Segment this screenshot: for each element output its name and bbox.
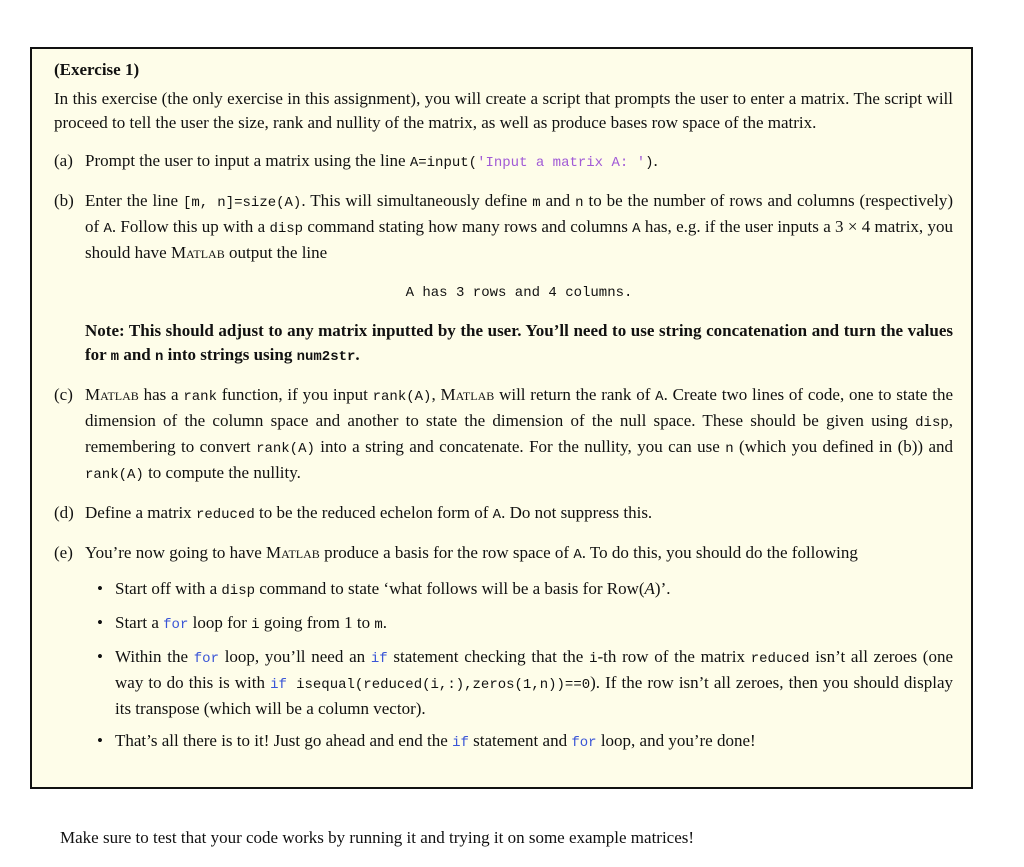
output-example-line: A has 3 rows and 4 columns. bbox=[405, 285, 633, 301]
footer-note: Make sure to test that your code works by running it and trying it on some example matrices! bbox=[60, 828, 695, 847]
item-e bbox=[54, 541, 953, 755]
item-a-text: Prompt the user to input a matrix using the line A=input('Input a matrix A: '). bbox=[85, 151, 658, 171]
bullet-list bbox=[85, 577, 953, 755]
item-d-text: Define a matrix reduced to be the reduced echelon form of A. Do not suppress this. bbox=[85, 503, 653, 523]
item-b-text: Enter the line [m, n]=size(A). This will simultaneously define m and n to be the number of rows and columns (respectively) of A. Follow this up with a disp command stating how many rows and columns A has, e.g. if the user inputs a 3 × 4 matrix, you should have Matlab output the line bbox=[85, 191, 953, 262]
item-b-label: (b) bbox=[54, 191, 74, 210]
list-item: • Start a for loop for i going from 1 to m. bbox=[97, 613, 387, 633]
exercise-intro: In this exercise (the only exercise in this assignment), you will create a script that prompts the user to enter a matrix. The script will proceed to tell the user the size, rank and nullity of the matrix, as well as produce bases row space of the matrix. bbox=[54, 89, 953, 132]
item-c-text: Matlab has a rank function, if you input rank(A), Matlab will return the rank of A. Create two lines of code, one to state the dimension of the column space and another to state the dimension of the null space. These should be given using disp, remembering to convert rank(A) into a string and concatenate. For the nullity, you can use n (which you defined in (b)) and rank(A) to compute the nullity. bbox=[85, 385, 954, 483]
item-e-text: You’re now going to have Matlab produce a basis for the row space of A. To do this, you should do the following bbox=[85, 543, 858, 563]
item-e-label: (e) bbox=[54, 543, 73, 562]
item-d bbox=[54, 501, 953, 527]
item-a bbox=[54, 149, 953, 175]
item-b bbox=[54, 189, 953, 369]
list-item: • That’s all there is to it! Just go ahead and end the if statement and for loop, and you’re done! bbox=[97, 731, 756, 751]
note: Note: This should adjust to any matrix inputted by the user. You’ll need to use string concatenation and turn the values for m and n into strings using num2str. bbox=[85, 321, 953, 365]
list-item: • Start off with a disp command to state ‘what follows will be a basis for Row(A)’. bbox=[97, 579, 671, 599]
exercise-heading: (Exercise 1) bbox=[54, 60, 140, 79]
exercise-box bbox=[30, 47, 973, 789]
item-a-label: (a) bbox=[54, 151, 73, 170]
list-item: • Within the for loop, you’ll need an if statement checking that the i-th row of the matrix reduced isn’t all zeroes (one way to do this is with if isequal(reduced(i,:),zeros(1,n))==0). If the row isn’t all zeroes, then you should display its transpose (which will be a column vector). bbox=[97, 647, 954, 718]
item-d-label: (d) bbox=[54, 503, 74, 522]
item-c bbox=[54, 383, 953, 487]
item-c-label: (c) bbox=[54, 385, 73, 404]
